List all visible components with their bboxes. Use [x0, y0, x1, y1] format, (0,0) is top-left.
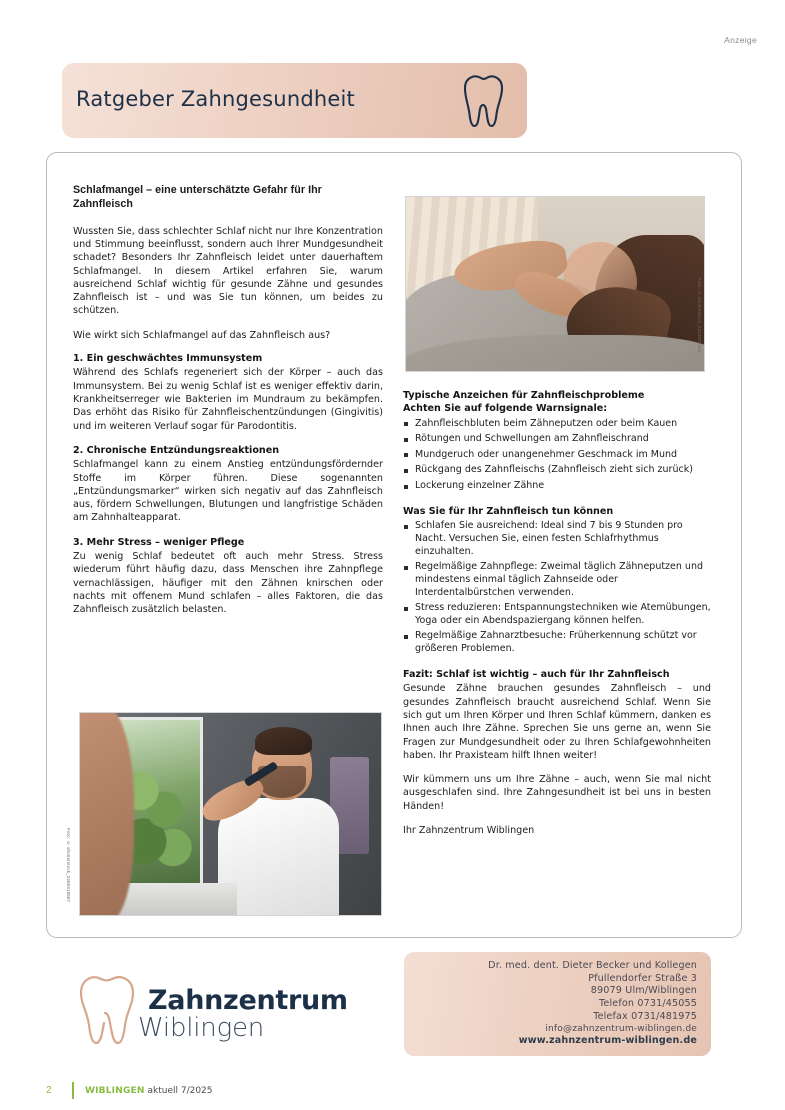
brand-line-1: Zahnzentrum [148, 985, 348, 1016]
photo-sleeping-woman [405, 196, 705, 372]
page-number: 2 [46, 1085, 52, 1096]
photo-hair [255, 727, 312, 755]
list-item: Stress reduzieren: Entspannungstechniken wie Atemübungen, Yoga oder ein Abendspaziergang können helfen. [403, 602, 711, 627]
article-intro: Wussten Sie, dass schlechter Schlaf nicht nur Ihre Konzentration und Stimmung beeinflusst, sondern auch Ihrer Mundgesundheit schadet? Besonders Ihr Zahnfleisch leidet unter dauerhaftem Schlafmangel. In diesem Artikel erfahren Sie, warum ausreichend Schlaf wichtig für gesunde Zähne und gesundes Zahnfleisch ist – und was Sie tun können, um beides zu schützen. [73, 225, 383, 317]
article-right-column [403, 390, 711, 837]
header-banner [62, 63, 527, 138]
footer-publication [85, 1086, 213, 1096]
list-item: Schlafen Sie ausreichend: Ideal sind 7 bis 9 Stunden pro Nacht. Versuchen Sie, einen festen Schlafrhythmus einzuhalten. [403, 520, 711, 558]
conclusion-signoff: Ihr Zahnzentrum Wiblingen [403, 824, 535, 836]
list-item: Regelmäßige Zahnpflege: Zweimal täglich Zähneputzen und mindestens einmal täglich Zahnseide oder Interdentalbürstchen verwenden. [403, 561, 711, 599]
contact-fax: Telefax 0731/481975 [593, 1010, 697, 1022]
article-left-column [73, 183, 383, 617]
list-item: Regelmäßige Zahnarztbesuche: Früherkennung schützt vor größeren Problemen. [403, 630, 711, 655]
footer-publication-name: WIBLINGEN [85, 1085, 145, 1096]
article-question: Wie wirkt sich Schlafmangel auf das Zahnfleisch aus? [73, 329, 331, 341]
photo-credit-brushing: Foto: © shutterstock_2400418507 [66, 828, 71, 903]
contact-street: Pfullendorfer Straße 3 [588, 972, 697, 984]
list-item: Lockerung einzelner Zähne [403, 480, 711, 493]
signs-heading-line2: Achten Sie auf folgende Warnsignale: [403, 402, 608, 414]
footer-issue: aktuell 7/2025 [144, 1085, 213, 1096]
practice-logo [72, 968, 352, 1060]
contact-city: 89079 Ulm/Wiblingen [590, 985, 697, 997]
section-text-1: Während des Schlafs regeneriert sich der Körper – auch das Immunsystem. Bei zu wenig Schlaf ist es weniger effektiv darin, Krankheitserreger wie Bakterien im Mundraum zu bekämpfen. Das erhöht das Risiko für Zahnfleischentzündungen (Gingivitis) und im weiteren Verlauf sogar für Parodontitis. [73, 367, 383, 432]
tooth-icon [457, 72, 509, 130]
contact-practice-name: Dr. med. dent. Dieter Becker und Kollegen [488, 960, 697, 971]
page-footer [46, 1082, 213, 1099]
contact-card [404, 952, 711, 1056]
advertisement-label: Anzeige [724, 35, 757, 45]
conclusion-paragraph-2: Wir kümmern uns um Ihre Zähne – auch, wenn Sie mal nicht ausgeschlafen sind. Ihre Zahngesundheit ist bei uns in besten Händen! [403, 774, 711, 812]
advice-list [403, 520, 711, 655]
contact-website[interactable]: www.zahnzentrum-wiblingen.de [518, 1035, 697, 1047]
list-item: Mundgeruch oder unangenehmer Geschmack im Mund [403, 449, 711, 462]
tooth-outline-icon [72, 971, 142, 1051]
section-text-2: Schlafmangel kann zu einem Anstieg entzündungsfördernder Stoffe im Körper führen. Diese sogenannten „Entzündungsmarker“ wirken sich negativ auf das Zahnfleisch aus, fördern Schwellungen, Blutungen und langfristige Schäden am Zahnhalteapparat. [73, 459, 383, 524]
signs-heading-line1: Typische Anzeichen für Zahnfleischprobleme [403, 390, 645, 401]
list-item: Rückgang des Zahnfleischs (Zahnfleisch zieht sich zurück) [403, 464, 711, 477]
section-heading-1: 1. Ein geschwächtes Immunsystem [73, 352, 263, 364]
photo-man-brushing-teeth [79, 712, 382, 916]
section-heading-2: 2. Chronische Entzündungsreaktionen [73, 444, 280, 456]
conclusion-heading: Fazit: Schlaf ist wichtig – auch für Ihr Zahnfleisch [403, 668, 670, 680]
advice-heading: Was Sie für Ihr Zahnfleisch tun können [403, 505, 614, 517]
article-headline: Schlafmangel – eine unterschätzte Gefahr für Ihr Zahnfleisch [73, 184, 322, 211]
photo-mirror-reflection [79, 712, 134, 916]
contact-email[interactable]: info@zahnzentrum-wiblingen.de [545, 1024, 697, 1035]
footer-divider [72, 1082, 74, 1099]
photo-credit-sleeping: Foto: © shutterstock_2243820342 [697, 278, 702, 353]
brand-line-2: Wiblingen [138, 1013, 265, 1043]
page-title: Ratgeber Zahngesundheit [76, 87, 355, 111]
list-item: Zahnfleischbluten beim Zähneputzen oder beim Kauen [403, 418, 711, 431]
list-item: Rötungen und Schwellungen am Zahnfleischrand [403, 433, 711, 446]
signs-list [403, 418, 711, 493]
section-text-3: Zu wenig Schlaf bedeutet oft auch mehr Stress. Stress wiederum führt häufig dazu, dass Menschen ihre Zahnpflege vernachlässigen, häufiger mit den Zähnen knirschen oder nachts mit offenem Mund schlafen – alles Faktoren, die das Zahnfleisch zusätzlich belasten. [73, 551, 383, 616]
section-heading-3: 3. Mehr Stress – weniger Pflege [73, 536, 245, 548]
conclusion-paragraph-1: Gesunde Zähne brauchen gesundes Zahnfleisch – und gesundes Zahnfleisch braucht ausreichend Schlaf. Wenn Sie sich gut um Ihren Körper und Ihren Schlaf kümmern, danken es Ihnen auch Ihre Zähne. Sprechen Sie uns gerne an, wenn Sie Fragen zur Mundgesundheit oder zu Ihren Schlafgewohnheiten haben. Ihr Praxisteam hilft Ihnen weiter! [403, 683, 711, 761]
contact-phone: Telefon 0731/45055 [599, 997, 697, 1009]
